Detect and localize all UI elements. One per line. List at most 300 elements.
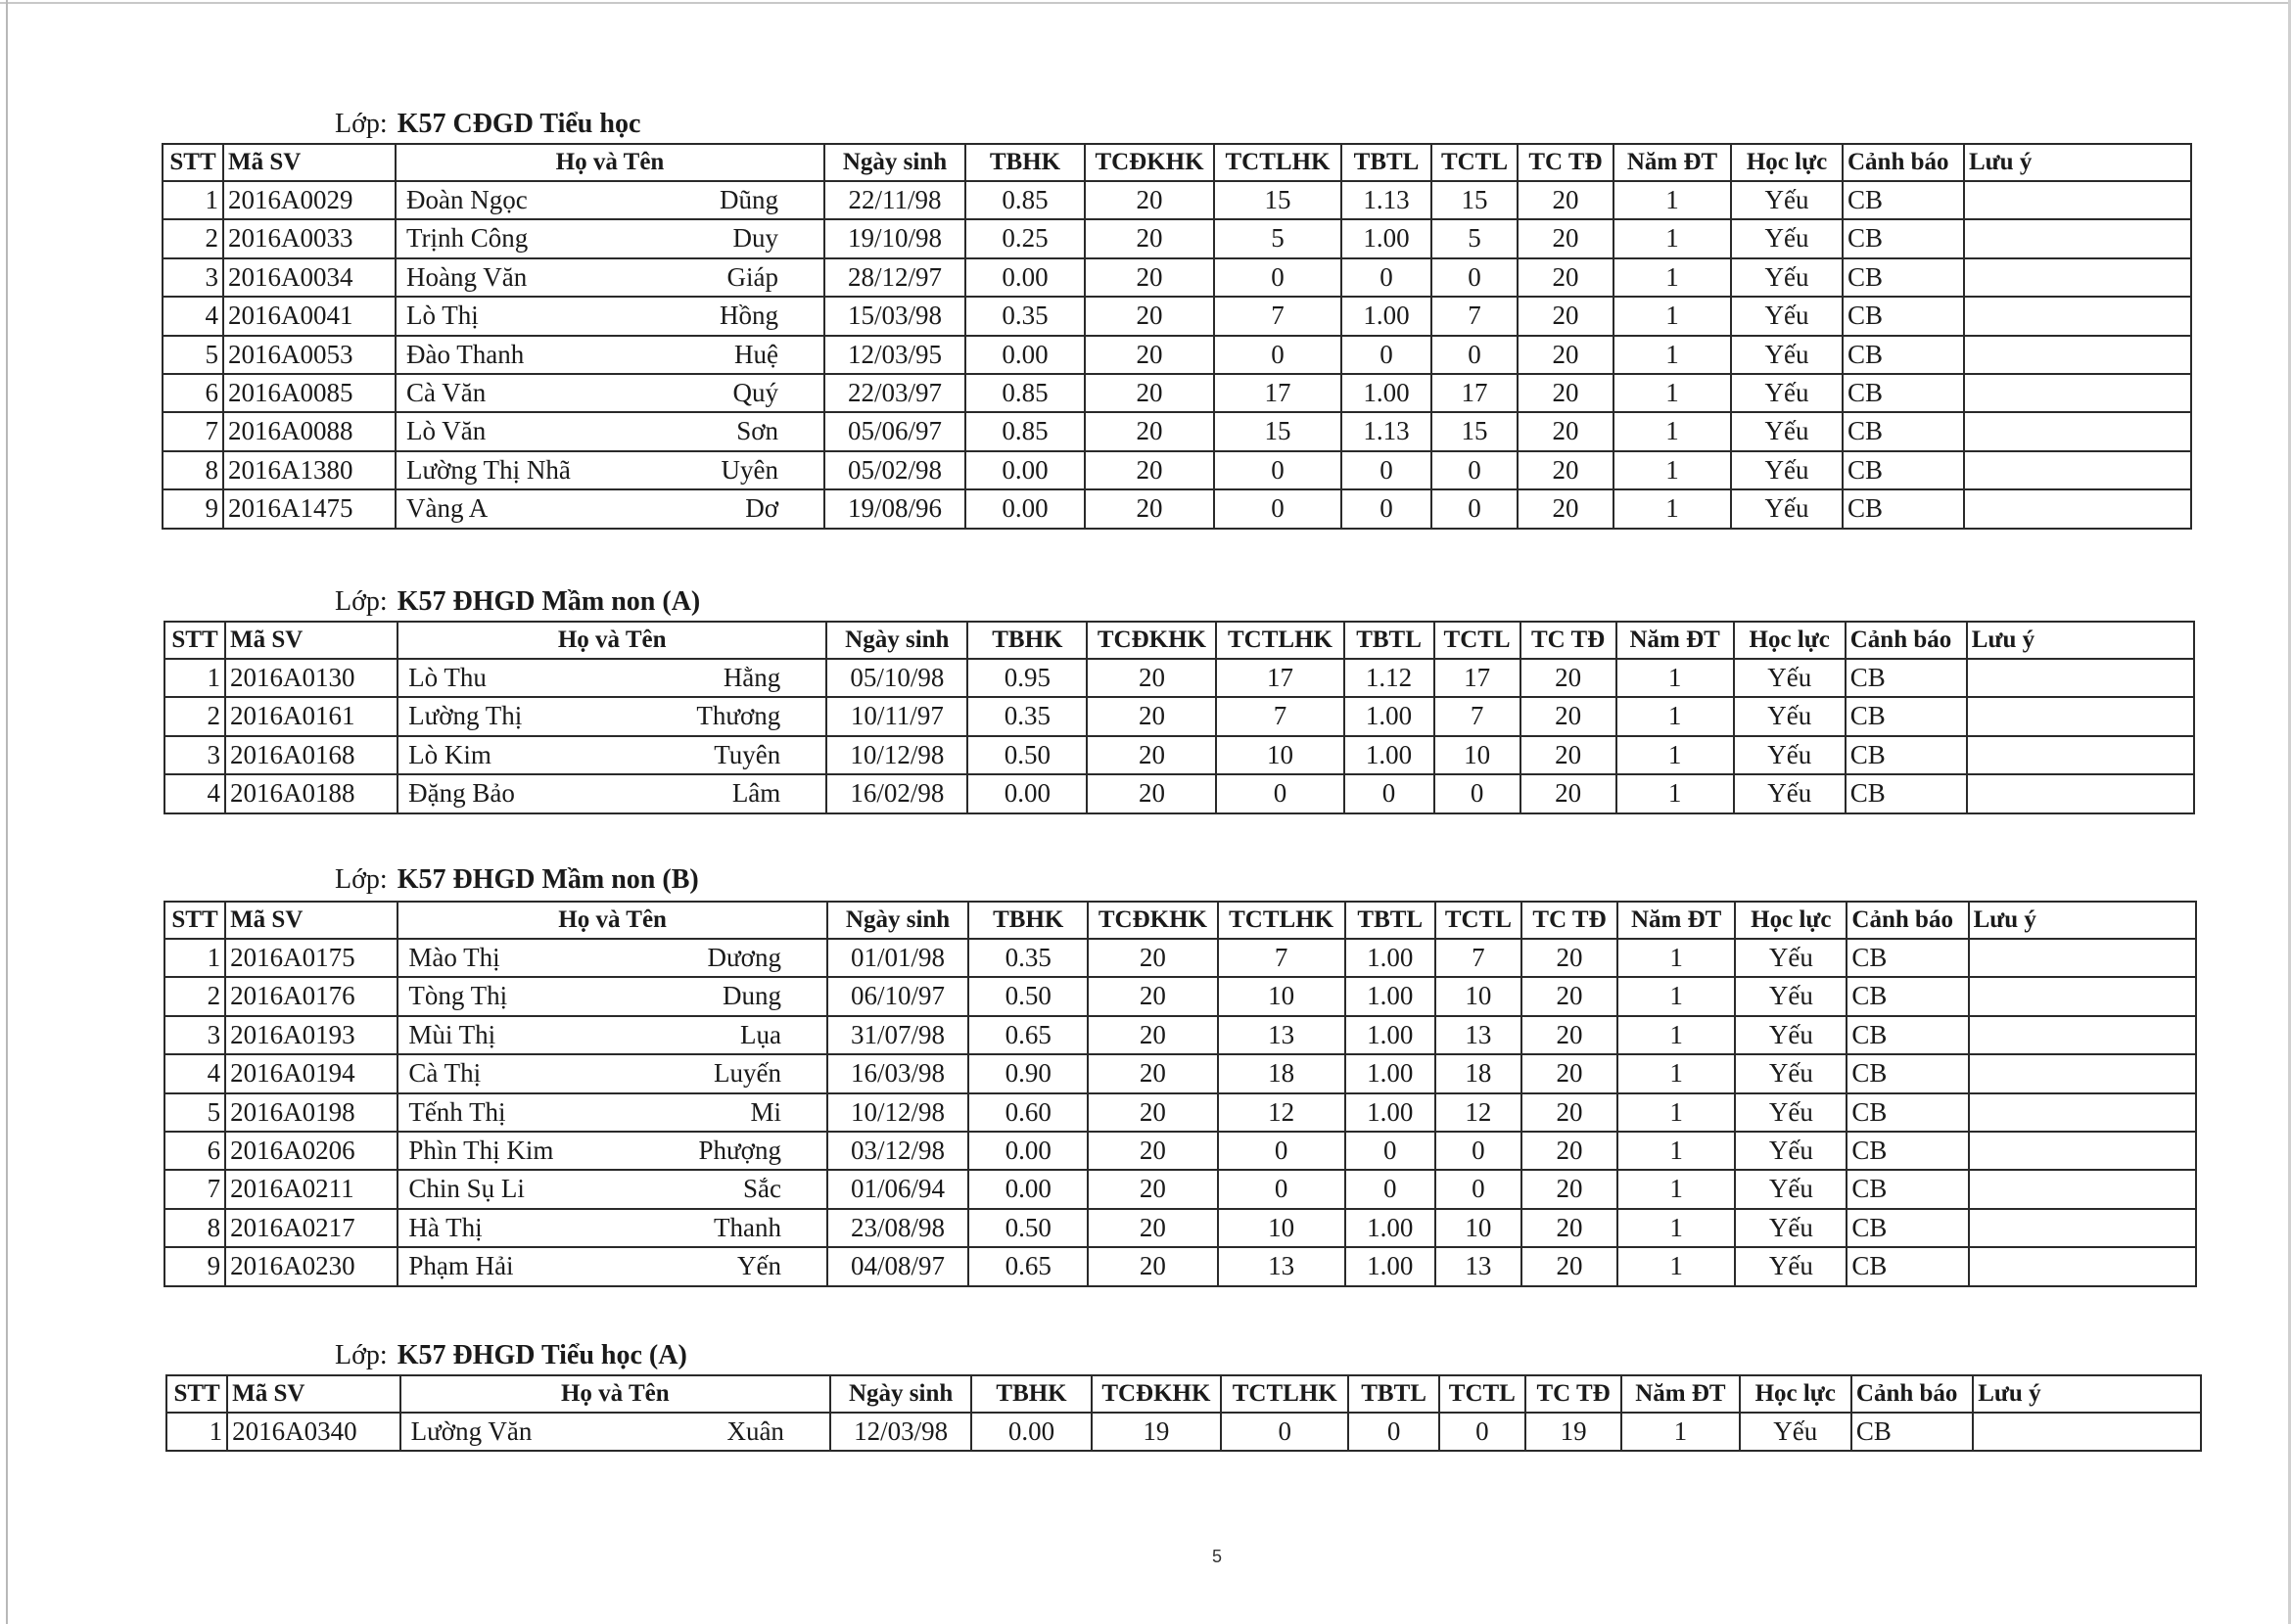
canh-bao-cell: CB	[1851, 1413, 1973, 1451]
stt-cell: 7	[163, 412, 223, 450]
table-row	[164, 659, 2194, 697]
ma-sv-cell: 2016A0053	[223, 336, 396, 374]
ho-ten-header: Họ và Tên	[397, 622, 826, 659]
stt-cell: 6	[163, 374, 223, 412]
given-name: Thanh	[713, 1212, 781, 1242]
nam-dt-cell: 1	[1617, 1170, 1735, 1208]
tctl-cell: 0	[1431, 451, 1518, 489]
canh-bao-cell: CB	[1847, 1209, 1968, 1247]
ho-ten-cell	[396, 336, 824, 374]
table-row	[164, 1132, 2196, 1170]
hoc-luc-cell: Yếu	[1731, 181, 1843, 219]
tbtl-cell: 1.00	[1341, 374, 1431, 412]
tctlhk-header: TCTLHK	[1218, 902, 1345, 939]
tbhk-cell: 0.35	[968, 939, 1088, 977]
ho-ten-cell	[397, 1247, 827, 1285]
canh-bao-cell: CB	[1847, 1054, 1968, 1092]
tbhk-cell: 0.90	[968, 1054, 1088, 1092]
nam-dt-cell: 1	[1617, 939, 1735, 977]
ngay-sinh-cell: 22/11/98	[824, 181, 965, 219]
hoc-luc-cell: Yếu	[1735, 1247, 1847, 1285]
nam-dt-cell: 1	[1613, 489, 1731, 528]
luu-y-cell	[1964, 219, 2191, 257]
table-header-row	[164, 902, 2196, 939]
hoc-luc-header: Học lực	[1734, 622, 1846, 659]
ma-sv-cell: 2016A0176	[225, 977, 397, 1015]
tctlhk-cell: 5	[1214, 219, 1341, 257]
ma-sv-cell: 2016A0041	[223, 297, 396, 335]
tbhk-header: TBHK	[967, 622, 1087, 659]
tcdkhk-header: TCĐKHK	[1092, 1375, 1221, 1413]
given-name: Tuyên	[714, 739, 781, 769]
luu-y-cell	[1964, 489, 2191, 528]
tbtl-cell: 0	[1348, 1413, 1438, 1451]
luu-y-header: Lưu ý	[1973, 1375, 2201, 1413]
family-name: Phạm Hải	[408, 1251, 514, 1281]
family-name: Hoàng Văn	[406, 261, 528, 292]
ngay-sinh-cell: 28/12/97	[824, 258, 965, 297]
family-name: Trịnh Công	[406, 223, 529, 254]
tbtl-cell: 0	[1345, 1132, 1435, 1170]
tctd-cell: 20	[1518, 258, 1613, 297]
luu-y-cell	[1969, 1247, 2196, 1285]
tctl-cell: 15	[1431, 412, 1518, 450]
tbhk-cell: 0.00	[968, 1132, 1088, 1170]
tctd-cell: 20	[1520, 697, 1616, 735]
tbhk-cell: 0.50	[967, 736, 1087, 774]
tbhk-cell: 0.65	[968, 1016, 1088, 1054]
given-name: Yến	[736, 1251, 781, 1281]
tbtl-header: TBTL	[1344, 622, 1434, 659]
luu-y-cell	[1964, 297, 2191, 335]
ngay-sinh-cell: 12/03/98	[830, 1413, 971, 1451]
family-name: Lường Thị	[408, 701, 523, 731]
ma-sv-cell: 2016A0175	[225, 939, 397, 977]
nam-dt-cell: 1	[1613, 451, 1731, 489]
tcdkhk-cell: 20	[1085, 181, 1214, 219]
stt-cell: 7	[164, 1170, 225, 1208]
tcdkhk-cell: 20	[1088, 1093, 1217, 1132]
hoc-luc-cell: Yếu	[1735, 1093, 1847, 1132]
stt-cell: 2	[163, 219, 223, 257]
stt-cell: 9	[163, 489, 223, 528]
canh-bao-cell: CB	[1846, 697, 1967, 735]
hoc-luc-cell: Yếu	[1735, 1209, 1847, 1247]
tctl-cell: 12	[1435, 1093, 1521, 1132]
hoc-luc-cell: Yếu	[1731, 336, 1843, 374]
ngay-sinh-header: Ngày sinh	[824, 144, 965, 181]
luu-y-cell	[1964, 336, 2191, 374]
ma-sv-cell: 2016A0168	[225, 736, 397, 774]
hoc-luc-cell: Yếu	[1735, 1054, 1847, 1092]
stt-cell: 4	[163, 297, 223, 335]
stt-cell: 2	[164, 697, 225, 735]
tctlhk-cell: 0	[1214, 489, 1341, 528]
canh-bao-cell: CB	[1847, 1132, 1968, 1170]
tctl-cell: 15	[1431, 181, 1518, 219]
page-number: 5	[1212, 1547, 1223, 1566]
class-name: K57 ĐHGD Mầm non (B)	[397, 864, 699, 895]
table-row	[163, 451, 2191, 489]
ma-sv-cell: 2016A0198	[225, 1093, 397, 1132]
tctl-cell: 17	[1431, 374, 1518, 412]
table-row	[163, 258, 2191, 297]
tctl-cell: 17	[1434, 659, 1520, 697]
tcdkhk-cell: 20	[1085, 336, 1214, 374]
tctd-cell: 20	[1521, 1132, 1617, 1170]
table-row	[164, 1170, 2196, 1208]
canh-bao-cell: CB	[1847, 939, 1968, 977]
tctd-header: TC TĐ	[1520, 622, 1616, 659]
given-name: Xuân	[726, 1416, 784, 1446]
hoc-luc-cell: Yếu	[1731, 412, 1843, 450]
ho-ten-cell	[396, 258, 824, 297]
tcdkhk-cell: 20	[1085, 489, 1214, 528]
given-name: Quý	[732, 378, 778, 408]
tctl-header: TCTL	[1431, 144, 1518, 181]
tbtl-cell: 0	[1344, 774, 1434, 812]
tctl-header: TCTL	[1439, 1375, 1525, 1413]
tctd-cell: 20	[1521, 1209, 1617, 1247]
tctd-cell: 20	[1521, 939, 1617, 977]
student-table	[164, 621, 2195, 814]
given-name: Dũng	[720, 185, 778, 214]
tctlhk-cell: 7	[1216, 697, 1343, 735]
canh-bao-header: Cảnh báo	[1843, 144, 1964, 181]
tctd-cell: 20	[1521, 1016, 1617, 1054]
ma-sv-cell: 2016A0217	[225, 1209, 397, 1247]
table-row	[164, 697, 2194, 735]
stt-cell: 3	[164, 736, 225, 774]
given-name: Mi	[750, 1096, 781, 1127]
ho-ten-cell	[396, 297, 824, 335]
tctd-cell: 20	[1518, 219, 1613, 257]
hoc-luc-cell: Yếu	[1731, 489, 1843, 528]
luu-y-cell	[1964, 258, 2191, 297]
tctd-cell: 20	[1518, 412, 1613, 450]
canh-bao-cell: CB	[1843, 258, 1964, 297]
luu-y-cell	[1969, 1132, 2196, 1170]
tctd-cell: 20	[1518, 181, 1613, 219]
tcdkhk-cell: 20	[1088, 1132, 1217, 1170]
luu-y-cell	[1973, 1413, 2201, 1451]
family-name: Chin Sụ Li	[408, 1174, 525, 1204]
family-name: Mùi Thị	[408, 1019, 496, 1049]
ngay-sinh-cell: 10/12/98	[826, 736, 967, 774]
given-name: Phượng	[698, 1136, 781, 1166]
table-row	[166, 1413, 2201, 1451]
stt-cell: 9	[164, 1247, 225, 1285]
tctlhk-cell: 0	[1218, 1170, 1345, 1208]
stt-cell: 5	[164, 1093, 225, 1132]
ho-ten-cell	[400, 1413, 830, 1451]
tctl-cell: 7	[1431, 297, 1518, 335]
nam-dt-header: Năm ĐT	[1617, 902, 1735, 939]
ho-ten-cell	[396, 181, 824, 219]
nam-dt-cell: 1	[1617, 1132, 1735, 1170]
family-name: Đặng Bảo	[408, 778, 515, 809]
tctl-cell: 0	[1439, 1413, 1525, 1451]
given-name: Huệ	[734, 339, 778, 369]
family-name: Lường Văn	[410, 1416, 533, 1446]
table-row	[163, 297, 2191, 335]
ngay-sinh-cell: 16/03/98	[827, 1054, 968, 1092]
ngay-sinh-cell: 10/12/98	[827, 1093, 968, 1132]
tctl-cell: 0	[1431, 258, 1518, 297]
hoc-luc-cell: Yếu	[1731, 451, 1843, 489]
ngay-sinh-cell: 04/08/97	[827, 1247, 968, 1285]
tctlhk-cell: 0	[1221, 1413, 1348, 1451]
tctl-cell: 0	[1431, 489, 1518, 528]
family-name: Tòng Thị	[408, 981, 508, 1011]
luu-y-cell	[1969, 1093, 2196, 1132]
tbhk-cell: 0.35	[965, 297, 1085, 335]
luu-y-cell	[1964, 451, 2191, 489]
ma-sv-header: Mã SV	[225, 622, 397, 659]
tbtl-cell: 1.00	[1345, 1016, 1435, 1054]
ho-ten-cell	[397, 774, 826, 812]
hoc-luc-cell: Yếu	[1735, 1132, 1847, 1170]
tbhk-cell: 0.50	[968, 977, 1088, 1015]
family-name: Đào Thanh	[406, 339, 525, 369]
tbhk-cell: 0.85	[965, 181, 1085, 219]
tbtl-cell: 1.00	[1341, 219, 1431, 257]
ma-sv-header: Mã SV	[227, 1375, 400, 1413]
given-name: Dơ	[745, 493, 778, 524]
tctd-cell: 20	[1518, 297, 1613, 335]
luu-y-cell	[1969, 1209, 2196, 1247]
ngay-sinh-cell: 16/02/98	[826, 774, 967, 812]
ngay-sinh-cell: 19/10/98	[824, 219, 965, 257]
tbtl-cell: 1.00	[1344, 736, 1434, 774]
tctlhk-cell: 0	[1214, 258, 1341, 297]
tctl-cell: 7	[1434, 697, 1520, 735]
tctlhk-cell: 0	[1214, 336, 1341, 374]
canh-bao-cell: CB	[1843, 297, 1964, 335]
tbtl-cell: 1.00	[1345, 1054, 1435, 1092]
canh-bao-cell: CB	[1846, 736, 1967, 774]
ngay-sinh-cell: 05/02/98	[824, 451, 965, 489]
tcdkhk-cell: 20	[1088, 1170, 1217, 1208]
given-name: Duy	[732, 223, 778, 254]
tbhk-cell: 0.60	[968, 1093, 1088, 1132]
table-row	[164, 1209, 2196, 1247]
nam-dt-cell: 1	[1616, 736, 1734, 774]
table-row	[164, 736, 2194, 774]
nam-dt-cell: 1	[1616, 774, 1734, 812]
nam-dt-cell: 1	[1617, 1093, 1735, 1132]
tbhk-cell: 0.85	[965, 412, 1085, 450]
tbhk-cell: 0.00	[968, 1170, 1088, 1208]
canh-bao-cell: CB	[1847, 1170, 1968, 1208]
hoc-luc-cell: Yếu	[1735, 977, 1847, 1015]
canh-bao-header: Cảnh báo	[1851, 1375, 1973, 1413]
class-title	[335, 1341, 687, 1370]
given-name: Hồng	[720, 301, 778, 331]
tctl-cell: 10	[1435, 977, 1521, 1015]
tctl-cell: 18	[1435, 1054, 1521, 1092]
hoc-luc-cell: Yếu	[1740, 1413, 1851, 1451]
tcdkhk-cell: 20	[1088, 1054, 1217, 1092]
page-edge-top	[0, 2, 2291, 4]
class-name: K57 CĐGD Tiểu học	[397, 109, 641, 139]
ho-ten-cell	[397, 1054, 827, 1092]
luu-y-header: Lưu ý	[1969, 902, 2196, 939]
table-row	[164, 1054, 2196, 1092]
nam-dt-cell: 1	[1613, 181, 1731, 219]
tctl-cell: 10	[1434, 736, 1520, 774]
tctlhk-cell: 18	[1218, 1054, 1345, 1092]
ho-ten-cell	[397, 659, 826, 697]
tctlhk-header: TCTLHK	[1216, 622, 1343, 659]
tbtl-cell: 1.00	[1345, 1209, 1435, 1247]
ho-ten-cell	[396, 374, 824, 412]
stt-cell: 3	[164, 1016, 225, 1054]
stt-cell: 4	[164, 774, 225, 812]
tbtl-header: TBTL	[1345, 902, 1435, 939]
tctlhk-cell: 10	[1216, 736, 1343, 774]
ngay-sinh-cell: 01/06/94	[827, 1170, 968, 1208]
ma-sv-cell: 2016A1380	[223, 451, 396, 489]
table-row	[163, 181, 2191, 219]
canh-bao-cell: CB	[1843, 374, 1964, 412]
given-name: Lụa	[739, 1019, 781, 1049]
stt-header: STT	[164, 622, 225, 659]
tbtl-cell: 0	[1341, 258, 1431, 297]
ma-sv-cell: 2016A0211	[225, 1170, 397, 1208]
ngay-sinh-header: Ngày sinh	[830, 1375, 971, 1413]
tctl-cell: 7	[1435, 939, 1521, 977]
tctlhk-header: TCTLHK	[1221, 1375, 1348, 1413]
tctd-cell: 20	[1518, 374, 1613, 412]
canh-bao-cell: CB	[1847, 1016, 1968, 1054]
tctl-cell: 0	[1434, 774, 1520, 812]
ma-sv-cell: 2016A0194	[225, 1054, 397, 1092]
luu-y-cell	[1967, 736, 2194, 774]
ho-ten-header: Họ và Tên	[400, 1375, 830, 1413]
luu-y-cell	[1964, 412, 2191, 450]
ma-sv-cell: 2016A0033	[223, 219, 396, 257]
given-name: Sắc	[742, 1174, 781, 1204]
luu-y-cell	[1967, 774, 2194, 812]
ma-sv-cell: 2016A0193	[225, 1016, 397, 1054]
tbhk-cell: 0.35	[967, 697, 1087, 735]
table-header-row	[166, 1375, 2201, 1413]
ho-ten-cell	[397, 736, 826, 774]
table-row	[164, 939, 2196, 977]
ma-sv-header: Mã SV	[223, 144, 396, 181]
ma-sv-cell: 2016A0130	[225, 659, 397, 697]
tctl-cell: 0	[1435, 1132, 1521, 1170]
tctl-cell: 0	[1431, 336, 1518, 374]
tctl-cell: 5	[1431, 219, 1518, 257]
ho-ten-cell	[396, 412, 824, 450]
tbtl-cell: 1.00	[1345, 977, 1435, 1015]
canh-bao-cell: CB	[1843, 181, 1964, 219]
tbtl-cell: 1.00	[1345, 1247, 1435, 1285]
luu-y-cell	[1964, 374, 2191, 412]
tbhk-cell: 0.95	[967, 659, 1087, 697]
tctlhk-cell: 7	[1218, 939, 1345, 977]
ngay-sinh-cell: 23/08/98	[827, 1209, 968, 1247]
tbhk-cell: 0.50	[968, 1209, 1088, 1247]
table-row	[163, 489, 2191, 528]
tctlhk-cell: 15	[1214, 412, 1341, 450]
tctlhk-cell: 0	[1214, 451, 1341, 489]
hoc-luc-cell: Yếu	[1734, 659, 1846, 697]
class-name: K57 ĐHGD Mầm non (A)	[397, 586, 701, 617]
student-table	[162, 143, 2192, 530]
luu-y-cell	[1967, 697, 2194, 735]
ho-ten-header: Họ và Tên	[397, 902, 827, 939]
tctd-header: TC TĐ	[1525, 1375, 1621, 1413]
stt-cell: 8	[163, 451, 223, 489]
hoc-luc-cell: Yếu	[1734, 697, 1846, 735]
table-row	[164, 774, 2194, 812]
tctl-cell: 0	[1435, 1170, 1521, 1208]
tbtl-cell: 0	[1341, 336, 1431, 374]
table-row	[163, 336, 2191, 374]
ngay-sinh-cell: 10/11/97	[826, 697, 967, 735]
student-table	[165, 1374, 2202, 1452]
tctd-cell: 20	[1520, 736, 1616, 774]
stt-header: STT	[163, 144, 223, 181]
tctl-cell: 13	[1435, 1247, 1521, 1285]
luu-y-cell	[1964, 181, 2191, 219]
class-title	[335, 865, 699, 895]
luu-y-cell	[1969, 977, 2196, 1015]
tcdkhk-cell: 20	[1088, 1016, 1217, 1054]
stt-cell: 5	[163, 336, 223, 374]
tbhk-cell: 0.85	[965, 374, 1085, 412]
tbtl-cell: 1.00	[1345, 1093, 1435, 1132]
ho-ten-cell	[397, 1016, 827, 1054]
tctd-cell: 20	[1521, 977, 1617, 1015]
stt-cell: 8	[164, 1209, 225, 1247]
tbtl-header: TBTL	[1341, 144, 1431, 181]
ma-sv-cell: 2016A0340	[227, 1413, 400, 1451]
family-name: Lò Kim	[408, 739, 491, 769]
ho-ten-cell	[397, 1132, 827, 1170]
tctlhk-cell: 13	[1218, 1247, 1345, 1285]
canh-bao-cell: CB	[1843, 219, 1964, 257]
tbtl-cell: 1.13	[1341, 181, 1431, 219]
tbtl-cell: 0	[1345, 1170, 1435, 1208]
class-title	[335, 110, 640, 139]
tctlhk-cell: 17	[1216, 659, 1343, 697]
nam-dt-cell: 1	[1617, 1054, 1735, 1092]
luu-y-cell	[1969, 1016, 2196, 1054]
tbtl-cell: 0	[1341, 489, 1431, 528]
table-row	[164, 977, 2196, 1015]
stt-header: STT	[164, 902, 225, 939]
ma-sv-cell: 2016A0206	[225, 1132, 397, 1170]
ngay-sinh-header: Ngày sinh	[826, 622, 967, 659]
tcdkhk-cell: 20	[1087, 774, 1216, 812]
ngay-sinh-cell: 03/12/98	[827, 1132, 968, 1170]
ho-ten-cell	[397, 697, 826, 735]
table-row	[163, 412, 2191, 450]
class-name: K57 ĐHGD Tiểu học (A)	[397, 1340, 687, 1370]
tctl-cell: 13	[1435, 1016, 1521, 1054]
tcdkhk-header: TCĐKHK	[1085, 144, 1214, 181]
ma-sv-cell: 2016A1475	[223, 489, 396, 528]
canh-bao-header: Cảnh báo	[1847, 902, 1968, 939]
ngay-sinh-cell: 31/07/98	[827, 1016, 968, 1054]
tcdkhk-cell: 20	[1088, 1247, 1217, 1285]
hoc-luc-cell: Yếu	[1735, 1016, 1847, 1054]
tctd-cell: 20	[1521, 1054, 1617, 1092]
